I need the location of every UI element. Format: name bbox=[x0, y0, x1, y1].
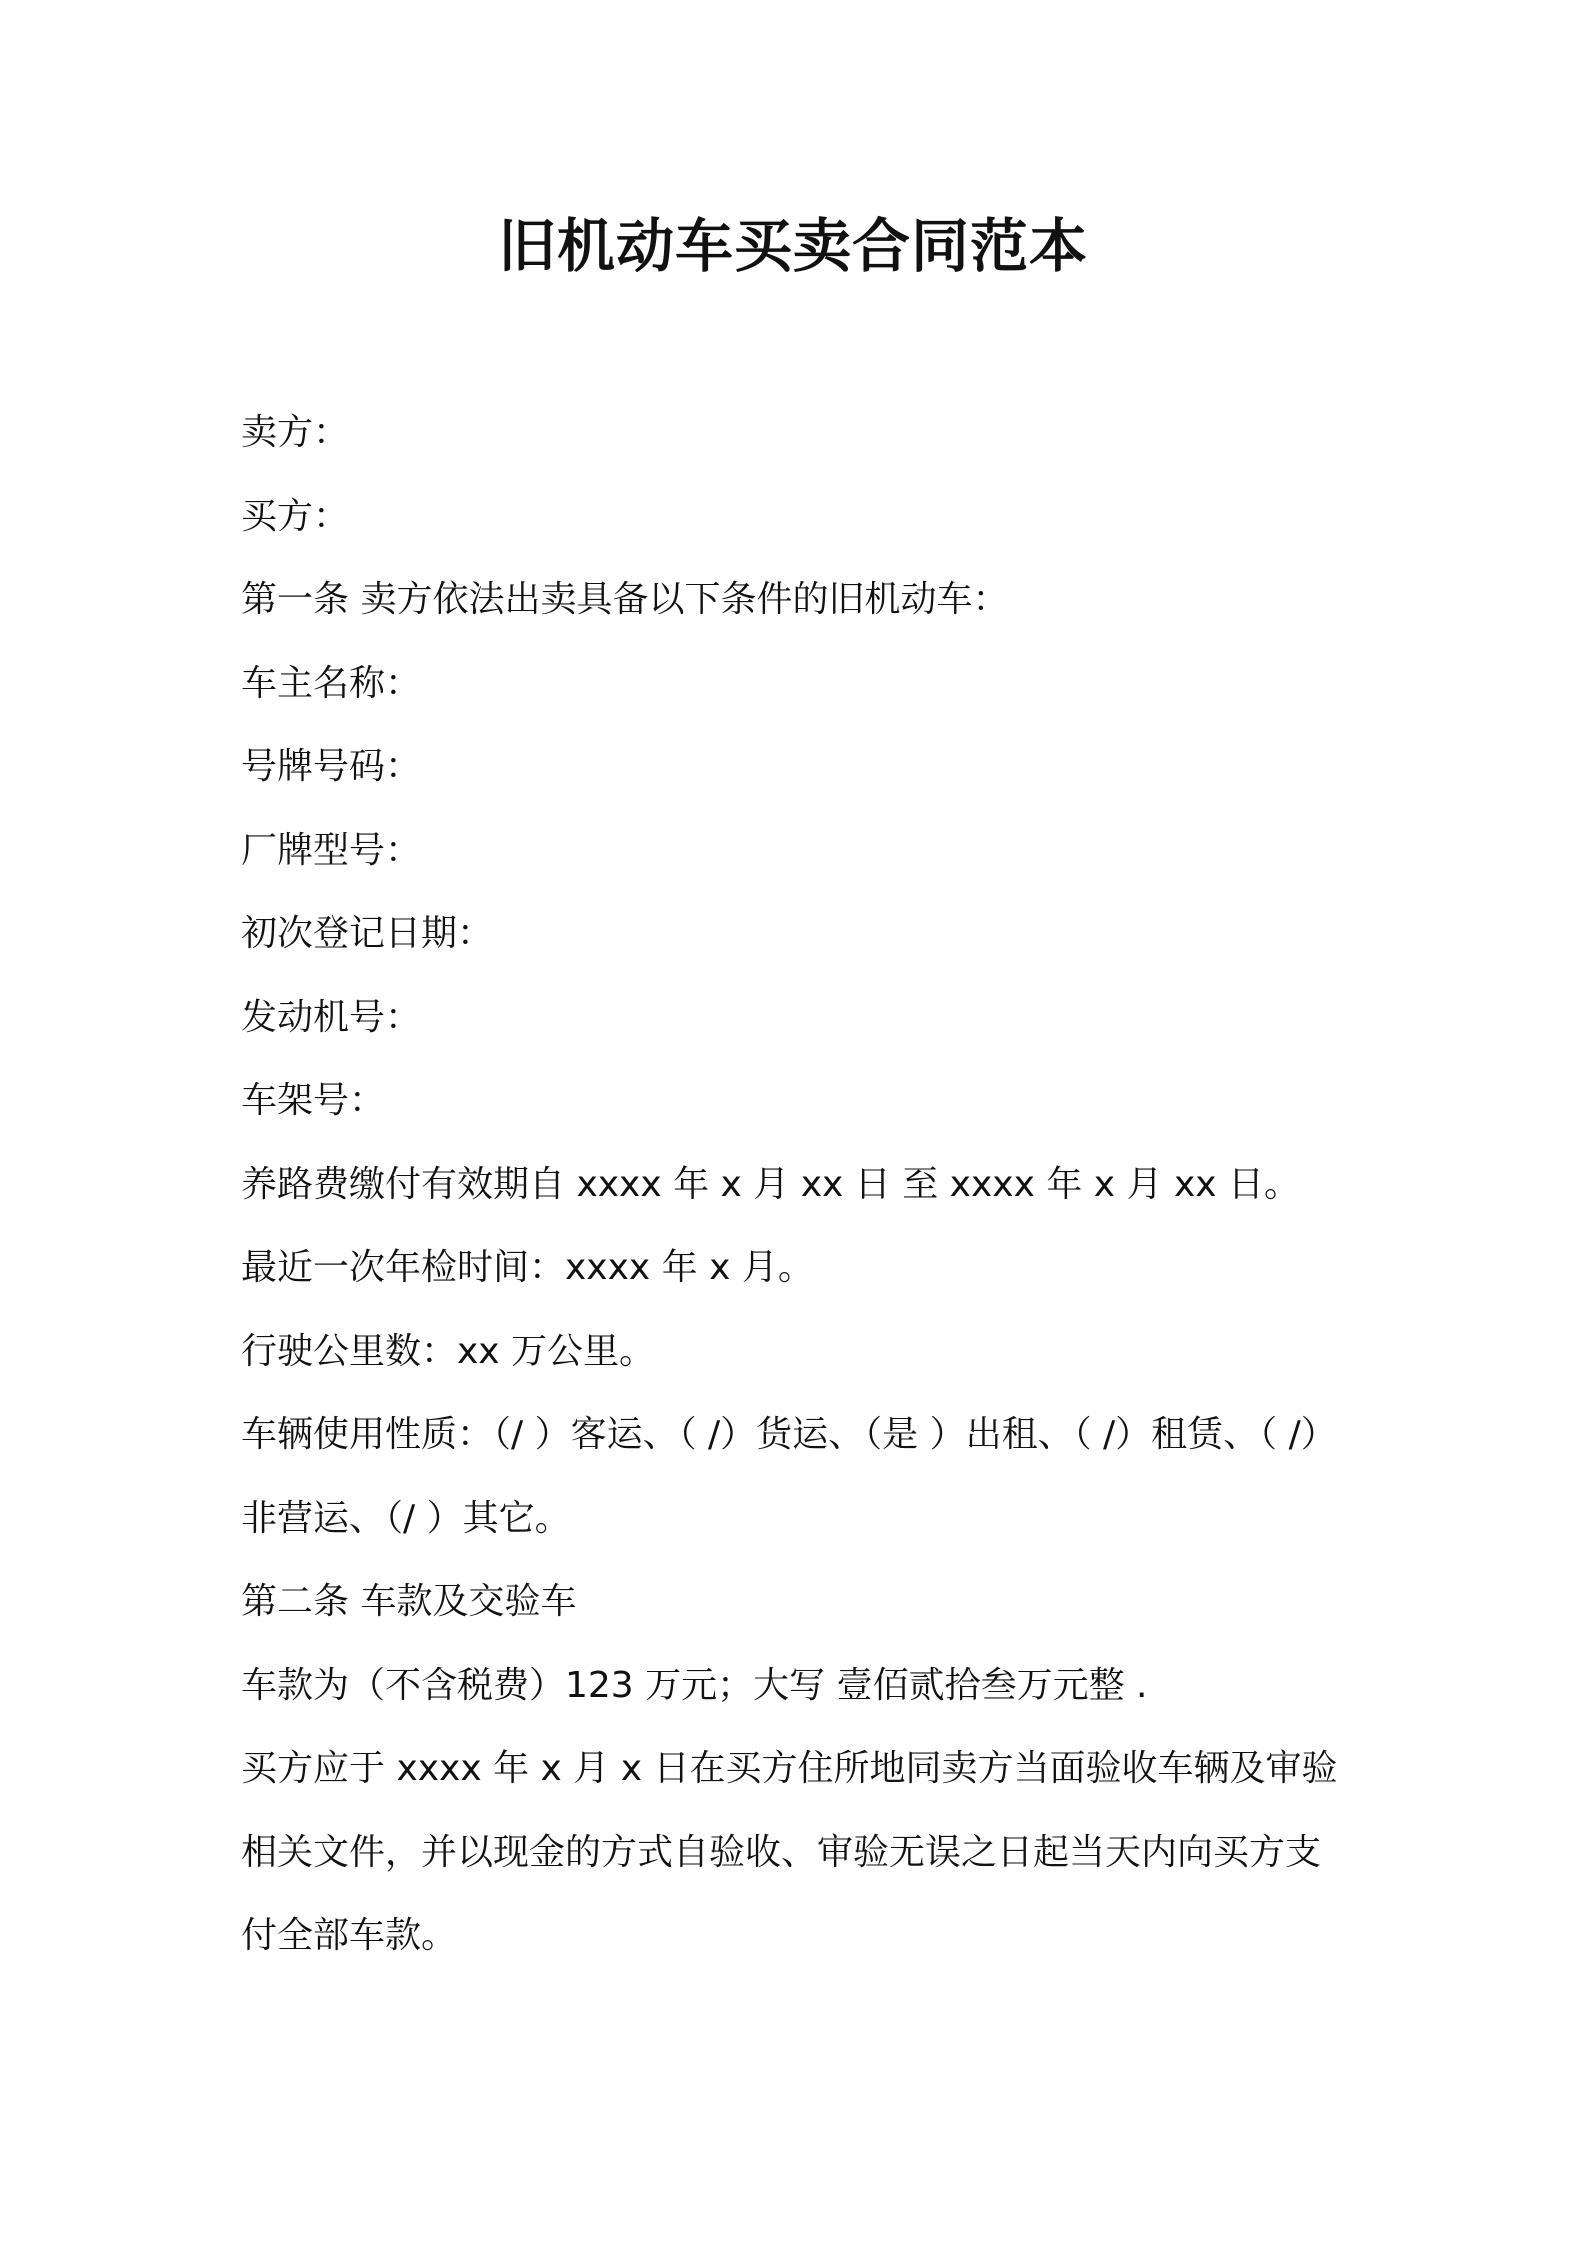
engine-number-line: 发动机号： bbox=[241, 996, 422, 1038]
seller-line: 卖方： bbox=[241, 412, 350, 453]
price-line: 车款为（不含税费）123 万元；大写 壹佰贰拾叁万元整 . bbox=[241, 1664, 1148, 1706]
owner-name-line: 车主名称： bbox=[241, 662, 422, 704]
document-body bbox=[241, 403, 1371, 1990]
buyer-line: 买方： bbox=[241, 495, 350, 537]
brand-model-line: 厂牌型号： bbox=[241, 829, 422, 871]
first-registration-line: 初次登记日期： bbox=[241, 913, 494, 954]
plate-number-line: 号牌号码： bbox=[241, 746, 422, 787]
document-title: 旧机动车买卖合同范本 bbox=[497, 212, 1088, 280]
mileage-line: 行驶公里数：xx 万公里。 bbox=[241, 1330, 656, 1372]
payment-clause-line-1: 买方应于 xxxx 年 x 月 x 日在买方住所地同卖方当面验收车辆及审验 bbox=[241, 1748, 1338, 1789]
article-two-heading: 第二条 车款及交验车 bbox=[241, 1581, 577, 1622]
usage-nature-line-continued: 非营运、（/ ）其它。 bbox=[241, 1497, 571, 1539]
usage-nature-line: 车辆使用性质：（/ ）客运、（ /）货运、（是 ）出租、（ /）租赁、（ /） bbox=[241, 1414, 1337, 1455]
frame-number-line: 车架号： bbox=[241, 1080, 386, 1121]
payment-clause-line-3: 付全部车款。 bbox=[241, 1915, 458, 1956]
article-one-heading: 第一条 卖方依法出卖具备以下条件的旧机动车： bbox=[241, 579, 1009, 620]
annual-inspection-line: 最近一次年检时间：xxxx 年 x 月。 bbox=[241, 1247, 814, 1288]
payment-clause-line-2: 相关文件，并以现金的方式自验收、审验无误之日起当天内向买方支 bbox=[241, 1831, 1322, 1873]
road-fee-line: 养路费缴付有效期自 xxxx 年 x 月 xx 日 至 xxxx 年 x 月 xx 日。 bbox=[241, 1163, 1301, 1205]
